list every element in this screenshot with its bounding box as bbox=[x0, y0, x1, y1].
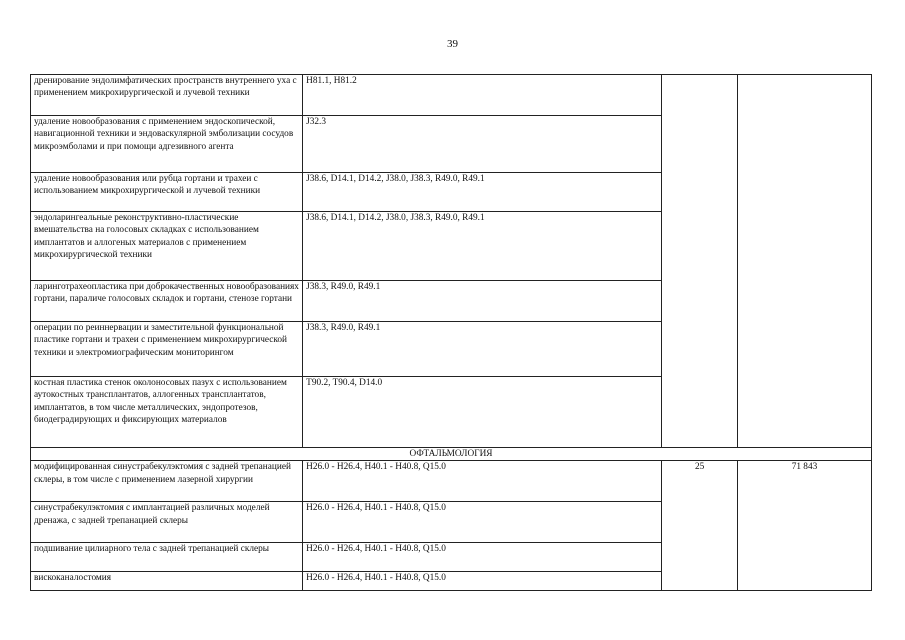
procedure-cell: дренирование эндолимфатических пространств внутреннего уха с применением микрохирургической и лучевой техники bbox=[31, 75, 303, 116]
codes-cell: H81.1, H81.2 bbox=[303, 75, 662, 116]
procedure-cell: операции по реиннервации и заместительной функциональной пластике гортани и трахеи с применением микрохирургической техники и электромиографическим мониторингом bbox=[31, 322, 303, 377]
procedure-cell: удаление новообразования или рубца гортани и трахеи с использованием микрохирургической и лучевой техники bbox=[31, 173, 303, 212]
section-header-row bbox=[31, 448, 872, 461]
procedure-cell: удаление новообразования с применением эндоскопической, навигационной техники и эндоваскулярной эмболизации сосудов микроэмболами и при помощи адгезивного агента bbox=[31, 116, 303, 173]
codes-cell: J38.6, D14.1, D14.2, J38.0, J38.3, R49.0, R49.1 bbox=[303, 212, 662, 281]
procedure-cell: костная пластика стенок околоносовых пазух с использованием аутокостных трансплантатов, аллогенных трансплантатов, имплантатов, в том числе металлических, эндопротезов, биодеградирующих и фиксирующих материалов bbox=[31, 377, 303, 448]
procedure-cell: подшивание цилиарного тела с задней трепанацией склеры bbox=[31, 543, 303, 572]
cost-cell bbox=[737, 75, 871, 448]
procedure-cell: синустрабекулэктомия с имплантацией различных моделей дренажа, с задней трепанацией склеры bbox=[31, 502, 303, 543]
page-number: 39 bbox=[447, 38, 458, 50]
codes-cell: H26.0 - H26.4, H40.1 - H40.8, Q15.0 bbox=[303, 572, 662, 591]
codes-cell: J38.3, R49.0, R49.1 bbox=[303, 322, 662, 377]
codes-cell: H26.0 - H26.4, H40.1 - H40.8, Q15.0 bbox=[303, 543, 662, 572]
table-row bbox=[31, 75, 872, 116]
table-row bbox=[31, 461, 872, 502]
codes-cell: J38.6, D14.1, D14.2, J38.0, J38.3, R49.0, R49.1 bbox=[303, 173, 662, 212]
codes-cell: H26.0 - H26.4, H40.1 - H40.8, Q15.0 bbox=[303, 461, 662, 502]
cost-cell: 71 843 bbox=[737, 461, 871, 591]
procedure-cell: эндоларингеальные реконструктивно-пластические вмешательства на голосовых складках с использованием имплантатов и аллогеных материалов с применением микрохирургической техники bbox=[31, 212, 303, 281]
section-title: ОФТАЛЬМОЛОГИЯ bbox=[31, 448, 872, 461]
procedure-cell: ларинготрахеопластика при доброкачественных новообразованиях гортани, параличе голосовых складок и гортани, стенозе гортани bbox=[31, 281, 303, 322]
codes-cell: J32.3 bbox=[303, 116, 662, 173]
procedures-table bbox=[30, 74, 872, 591]
codes-cell: H26.0 - H26.4, H40.1 - H40.8, Q15.0 bbox=[303, 502, 662, 543]
procedure-cell: модифицированная синустрабекулэктомия с задней трепанацией склеры, в том числе с применением лазерной хирургии bbox=[31, 461, 303, 502]
volume-cell: 25 bbox=[662, 461, 738, 591]
codes-cell: T90.2, T90.4, D14.0 bbox=[303, 377, 662, 448]
codes-cell: J38.3, R49.0, R49.1 bbox=[303, 281, 662, 322]
volume-cell bbox=[662, 75, 738, 448]
procedure-cell: вискоканалостомия bbox=[31, 572, 303, 591]
